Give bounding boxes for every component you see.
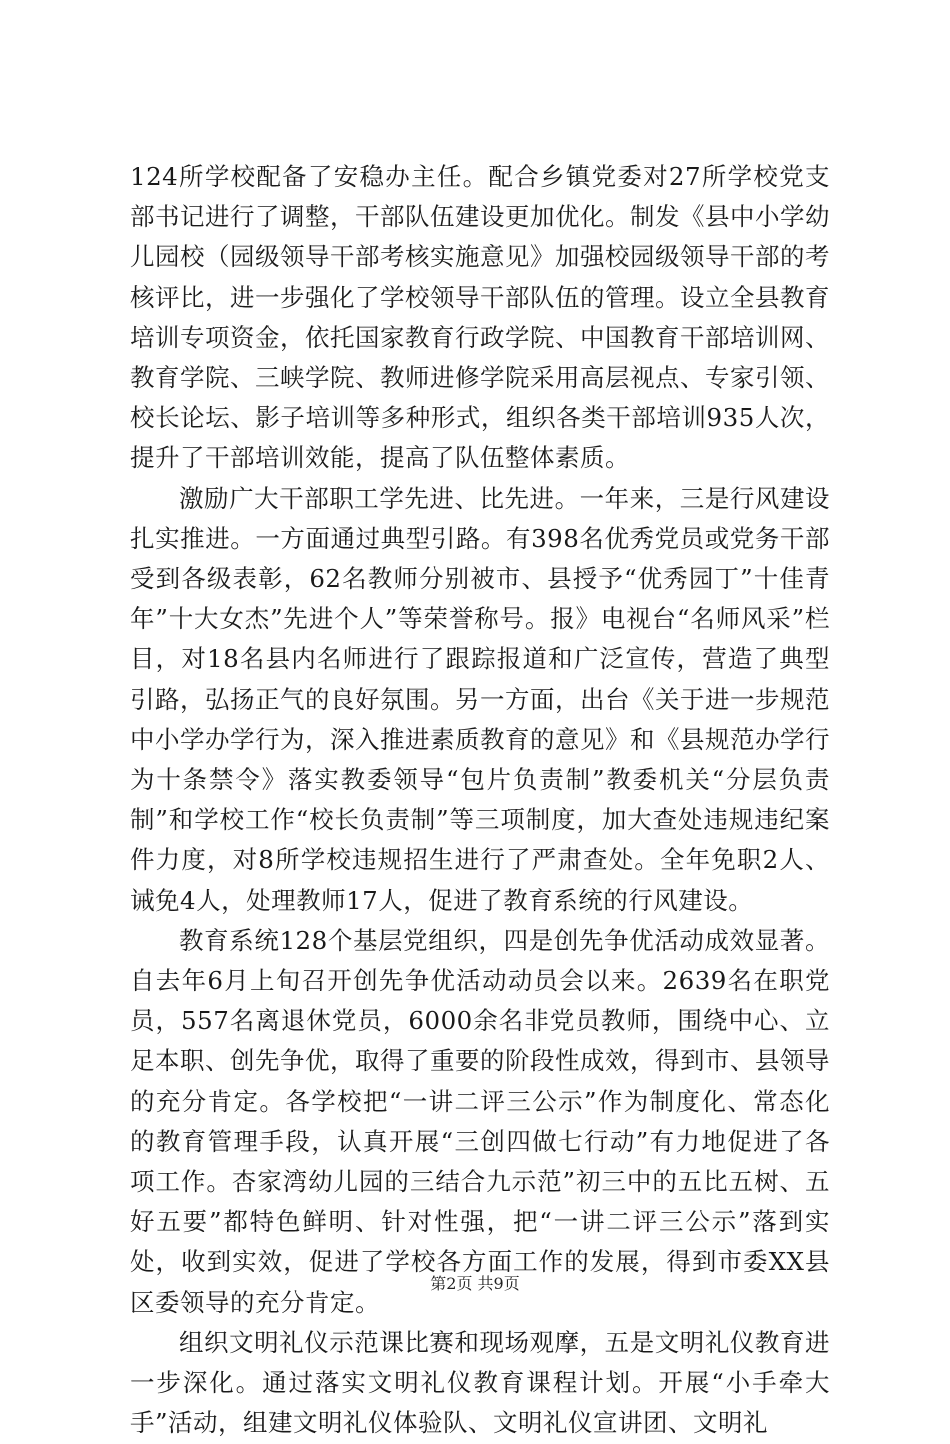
paragraph-2: 激励广大干部职工学先进、比先进。一年来，三是行风建设扎实推进。一方面通过典型引路。有398名优秀党员或党务干部受到各级表彰，62名教师分别被市、县授予“优秀园丁”十佳青年”十大女杰”先进个人”等荣誉称号。报》电视台“名师风采”栏目，对18名县内名师进行了跟踪报道和广泛宣传，营造了典型引路，弘扬正气的良好氛围。另一方面，出台《关于进一步规范中小学办学行为，深入推进素质教育的意见》和《县规范办学行为十条禁令》落实教委领导“包片负责制”教委机关“分层负责制”和学校工作“校长负责制”等三项制度，加大查处违规违纪案件力度，对8所学校违规招生进行了严肃查处。全年免职2人、诫免4人，处理教师17人，促进了教育系统的行风建设。 (130, 483, 830, 915)
document-body (130, 157, 830, 1444)
paragraph-3: 教育系统128个基层党组织，四是创先争优活动成效显著。自去年6月上旬召开创先争优活动动员会以来。2639名在职党员，557名离退休党员，6000余名非党员教师，围绕中心、立足本职、创先争优，取得了重要的阶段性成效，得到市、县领导的充分肯定。各学校把“一讲二评三公示”作为制度化、常态化的教育管理手段，认真开展“三创四做七行动”有力地促进了各项工作。杏家湾幼儿园的三结合九示范”初三中的五比五树、五好五要”都特色鲜明、针对性强，把“一讲二评三公示”落到实处，收到实效，促进了学校各方面工作的发展，得到市委XX县区委领导的充分肯定。 (130, 925, 830, 1317)
paragraph-4: 组织文明礼仪示范课比赛和现场观摩，五是文明礼仪教育进一步深化。通过落实文明礼仪教育课程计划。开展“小手牵大手”活动，组建文明礼仪体验队、文明礼仪宣讲团、文明礼 (130, 1327, 830, 1438)
paragraph-1: 124所学校配备了安稳办主任。配合乡镇党委对27所学校党支部书记进行了调整，干部队伍建设更加优化。制发《县中小学幼儿园校（园级领导干部考核实施意见》加强校园级领导干部的考核评比，进一步强化了学校领导干部队伍的管理。设立全县教育培训专项资金，依托国家教育行政学院、中国教育干部培训网、教育学院、三峡学院、教师进修学院采用高层视点、专家引领、校长论坛、影子培训等多种形式，组织各类干部培训935人次，提升了干部培训效能，提高了队伍整体素质。 (130, 162, 830, 473)
page-footer: 第2页 共9页 (430, 1274, 520, 1293)
